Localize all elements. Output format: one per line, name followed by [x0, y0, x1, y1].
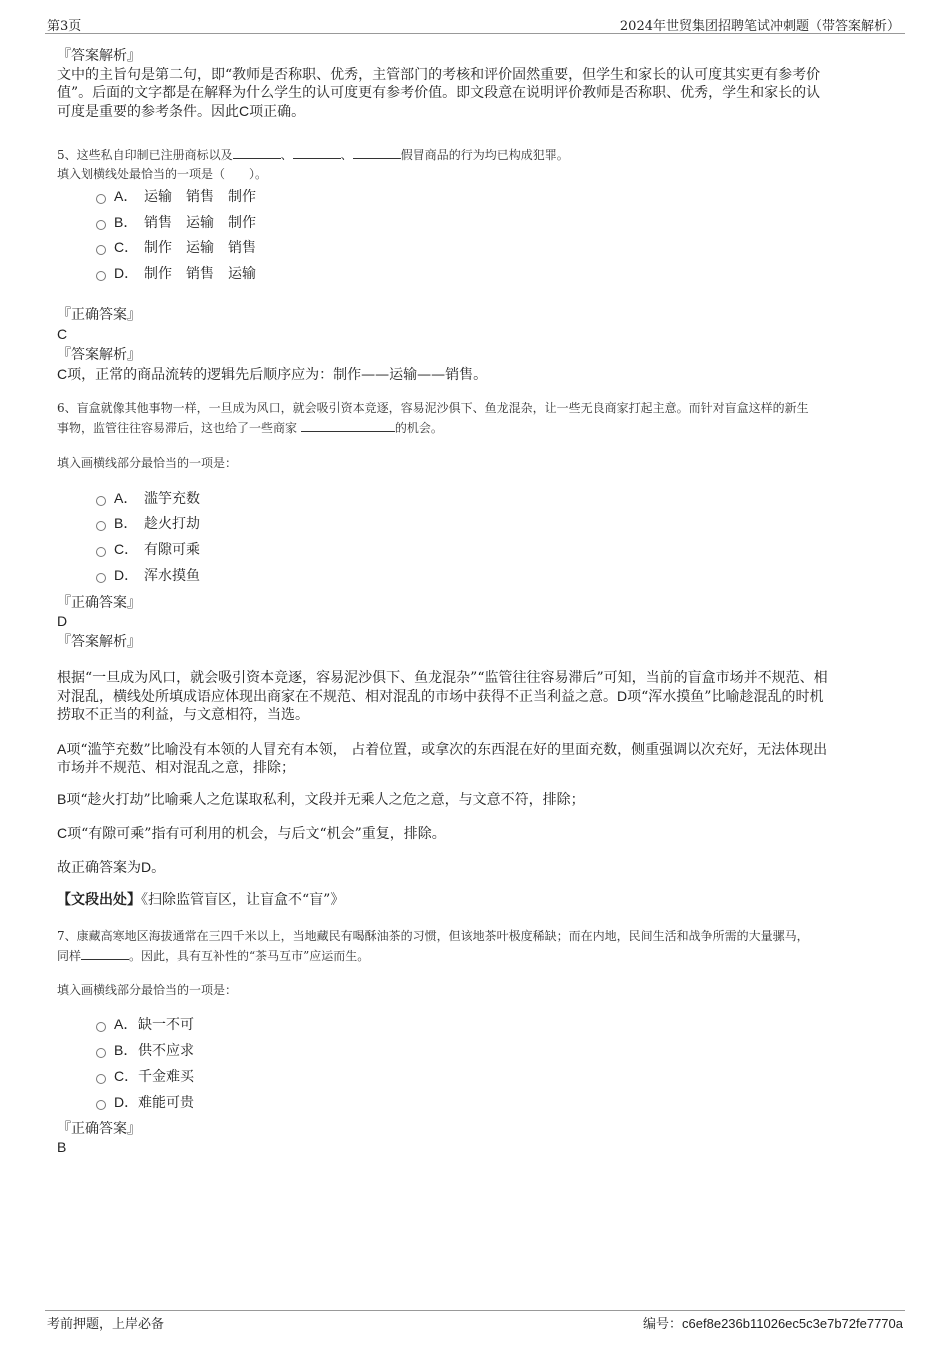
footer-slogan: 考前押题，上岸必备 [47, 1317, 165, 1332]
header-divider [45, 33, 905, 34]
q6-option-b[interactable]: B． 趁火打劫 [96, 513, 200, 533]
analysis-line: 市场并不规范、相对混乱之意，排除； [57, 760, 295, 776]
q5-option-b[interactable]: B． 销售 运输 制作 [96, 212, 256, 232]
q7-answer: B [57, 1139, 67, 1155]
page-number: 第3页 [47, 19, 82, 34]
footer-divider [45, 1310, 905, 1311]
q7-instruction: 填入画横线部分最恰当的一项是： [57, 983, 238, 997]
radio-icon[interactable] [96, 220, 106, 230]
q7-option-d[interactable]: D．难能可贵 [96, 1092, 194, 1112]
radio-icon[interactable] [96, 1022, 106, 1032]
q4-analysis-line: 值”。后面的文字都是在解释为什么学生的认可度更有参考价值。即文段意在说明评价教师是否称职、优秀，学生和家长的认 [57, 85, 821, 101]
q6-instruction: 填入画横线部分最恰当的一项是： [57, 456, 238, 470]
q7-stem-line: 7、康藏高寒地区海拔通常在三四千米以上，当地藏民有喝酥油茶的习惯，但该地茶叶极度稀缺；而在内地，民间生活和战争所需的大量骡马， [57, 929, 809, 943]
radio-icon[interactable] [96, 521, 106, 531]
q4-analysis-line: 可度是重要的参考条件。因此C项正确。 [57, 103, 306, 120]
q4-analysis-label: 『答案解析』 [57, 48, 141, 64]
blank-line [293, 145, 341, 159]
q5-option-a[interactable]: A． 运输 销售 制作 [96, 186, 256, 206]
analysis-line: 根据“一旦成为风口，就会吸引资本竞逐，容易泥沙俱下、鱼龙混杂”“监管往往容易滞后”可知，当前的盲盒市场并不规范、相 [57, 670, 828, 686]
analysis-line: A项“滥竽充数”比喻没有本领的人冒充有本领， 占着位置，或拿次的东西混在好的里面充数，侧重强调以次充好，无法体现出 [57, 741, 828, 758]
q6-analysis-p1 [57, 669, 897, 724]
q7-stem-line: 同样 。因此，具有互补性的“茶马互市”应运而生。 [57, 946, 897, 966]
q7-stem [57, 926, 897, 966]
blank-line [81, 946, 129, 960]
q6-option-d[interactable]: D． 浑水摸鱼 [96, 565, 200, 585]
q6-conclusion: 故正确答案为D。 [57, 859, 166, 876]
q6-option-a[interactable]: A． 滥竽充数 [96, 488, 200, 508]
radio-icon[interactable] [96, 496, 106, 506]
radio-icon[interactable] [96, 547, 106, 557]
q6-stem [57, 398, 897, 438]
q5-answer-label: 『正确答案』 [57, 307, 141, 323]
q5-option-d[interactable]: D． 制作 销售 运输 [96, 263, 256, 283]
q5-instruction: 填入划横线处最恰当的一项是（ ）。 [57, 167, 268, 181]
q6-analysis-label: 『答案解析』 [57, 634, 141, 650]
document-title: 2024年世贸集团招聘笔试冲刺题（带答案解析） [619, 19, 900, 34]
analysis-line: 捞取不正当的利益，与文意相符，当选。 [57, 707, 309, 723]
blank-line [301, 418, 395, 432]
radio-icon[interactable] [96, 573, 106, 583]
q5-option-c[interactable]: C． 制作 运输 销售 [96, 237, 256, 257]
radio-icon[interactable] [96, 194, 106, 204]
q5-stem: 5、这些私自印制已注册商标以及 、 、 假冒商品的行为均已构成犯罪。 [57, 145, 897, 165]
analysis-line: 对混乱，横线处所填成语应体现出商家在不规范、相对混乱的市场中获得不正当利益之意。D项“浑水摸鱼”比喻趁混乱的时机 [57, 688, 824, 705]
q4-analysis-line: 文中的主旨句是第二句，即“教师是否称职、优秀，主管部门的考核和评价固然重要，但学生和家长的认可度其实更有参考价 [57, 67, 821, 83]
q6-answer-label: 『正确答案』 [57, 595, 141, 611]
blank-line [353, 145, 401, 159]
q6-source: 【文段出处】《扫除监管盲区，让盲盒不“盲”》 [57, 892, 345, 908]
q6-stem-line: 6、盲盒就像其他事物一样，一旦成为风口，就会吸引资本竞逐，容易泥沙俱下、鱼龙混杂，让一些无良商家打起主意。而针对盲盒这样的新生 [57, 401, 809, 415]
q5-answer: C [57, 326, 68, 342]
blank-line [233, 145, 281, 159]
q7-option-b[interactable]: B．供不应求 [96, 1040, 194, 1060]
q7-answer-label: 『正确答案』 [57, 1121, 141, 1137]
document-code: 编号：c6ef8e236b11026ec5c3e7b72fe7770a [643, 1316, 903, 1332]
q6-stem-line: 事物，监管往往容易滞后，这也给了一些商家 的机会。 [57, 418, 897, 438]
q6-analysis-pb: B项“趁火打劫”比喻乘人之危谋取私利，文段并无乘人之危之意，与文意不符，排除； [57, 791, 585, 808]
q6-analysis-pa [57, 740, 897, 777]
q7-option-c[interactable]: C．千金难买 [96, 1066, 194, 1086]
radio-icon[interactable] [96, 1100, 106, 1110]
radio-icon[interactable] [96, 1048, 106, 1058]
q5-analysis: C项，正常的商品流转的逻辑先后顺序应为：制作——运输——销售。 [57, 366, 488, 383]
q5-analysis-label: 『答案解析』 [57, 347, 141, 363]
q4-analysis [57, 66, 897, 121]
q6-answer: D [57, 613, 68, 629]
radio-icon[interactable] [96, 271, 106, 281]
radio-icon[interactable] [96, 245, 106, 255]
q7-option-a[interactable]: A．缺一不可 [96, 1014, 194, 1034]
q6-option-c[interactable]: C． 有隙可乘 [96, 539, 200, 559]
radio-icon[interactable] [96, 1074, 106, 1084]
q6-analysis-pc: C项“有隙可乘”指有可利用的机会，与后文“机会”重复，排除。 [57, 825, 446, 842]
